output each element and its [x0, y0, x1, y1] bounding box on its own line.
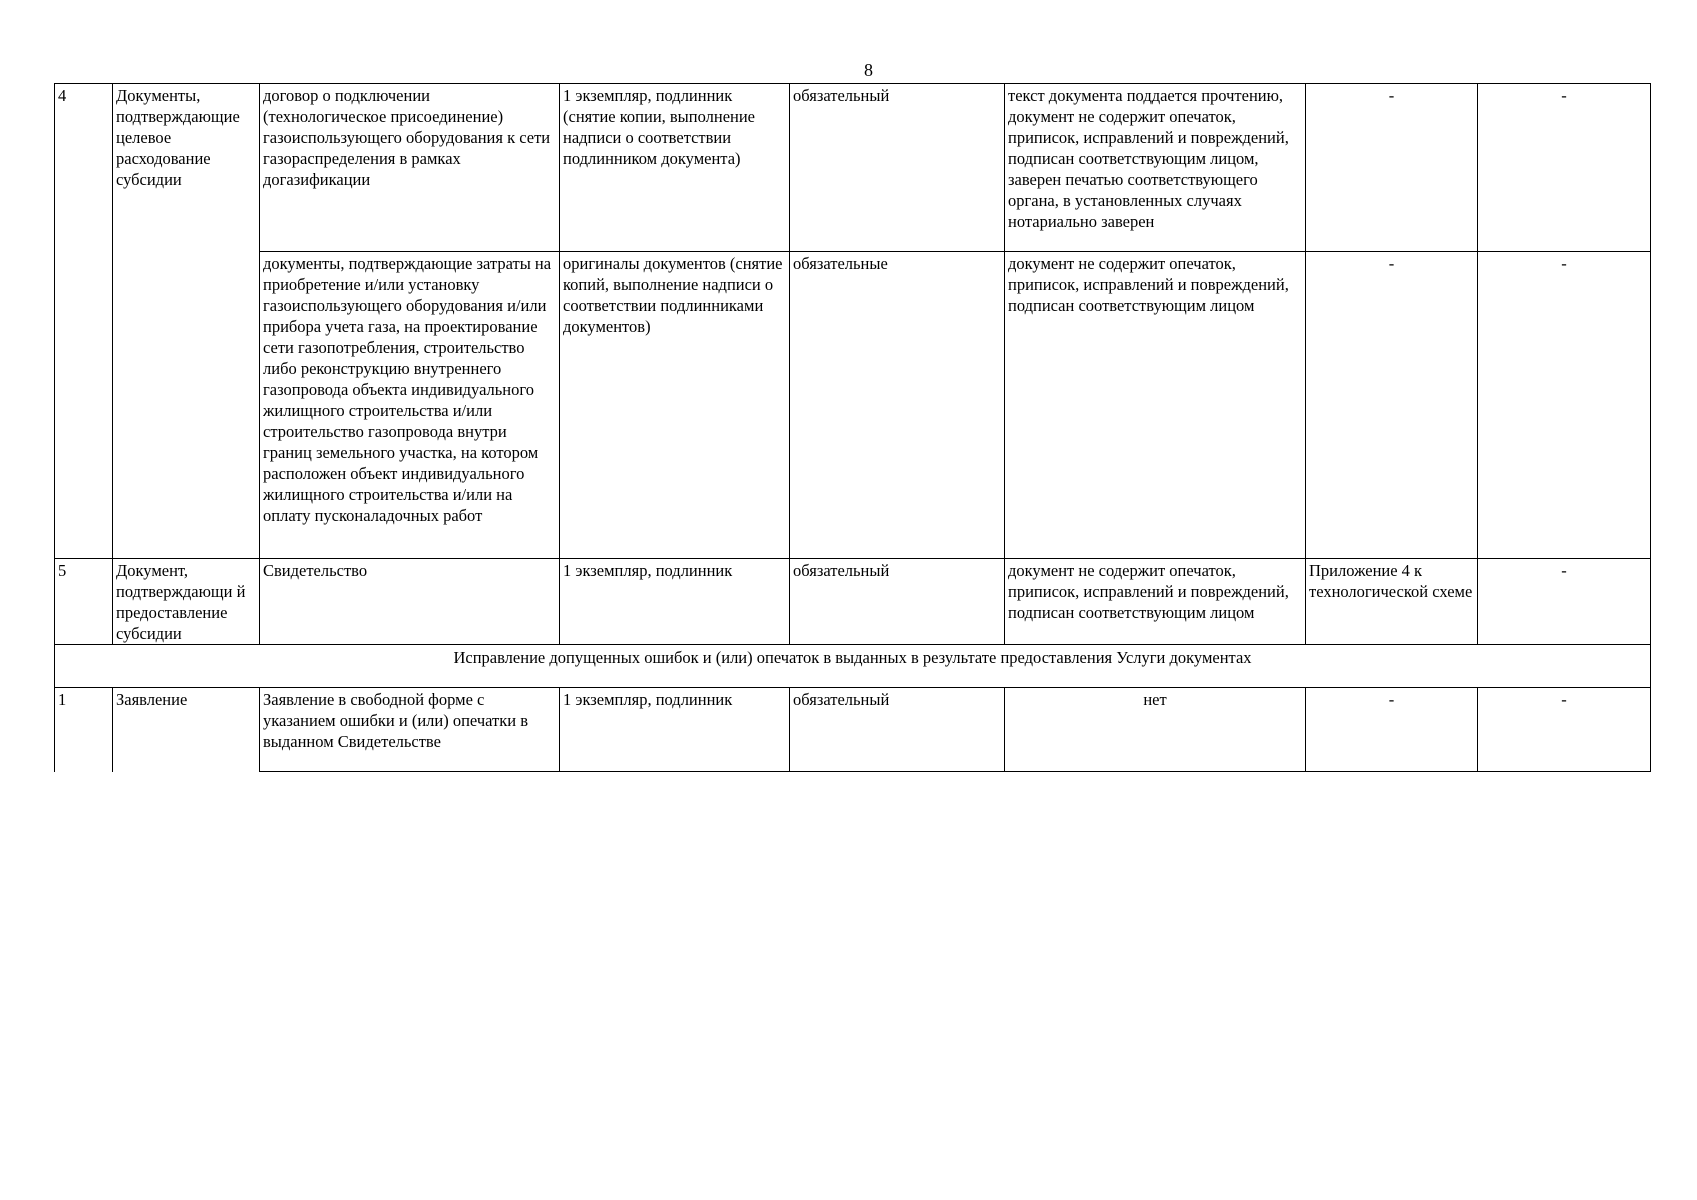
table-row	[55, 559, 1651, 645]
document-form: -	[1306, 252, 1478, 559]
document-category: Заявление	[113, 688, 260, 772]
document-sample: -	[1478, 559, 1651, 645]
row-number: 5	[55, 559, 113, 645]
document-quantity: 1 экземпляр, подлинник	[560, 688, 790, 772]
row-number: 1	[55, 688, 113, 772]
document-conditions: текст документа поддается прочтению, документ не содержит опечаток, приписок, исправлений и повреждений, подписан соответствующим лицом, заверен печатью соответствующего органа, в установленных случаях нотариально заверен	[1005, 84, 1306, 252]
document-quantity: оригиналы документов (снятие копий, выполнение надписи о соответствии подлинниками документов)	[560, 252, 790, 559]
document-sample: -	[1478, 84, 1651, 252]
document-sample: -	[1478, 252, 1651, 559]
document-form: -	[1306, 688, 1478, 772]
document-form: Приложение 4 к технологической схеме	[1306, 559, 1478, 645]
table-row	[55, 688, 1651, 772]
document-quantity: 1 экземпляр, подлинник (снятие копии, выполнение надписи о соответствии подлинником документа)	[560, 84, 790, 252]
document-conditions: нет	[1005, 688, 1306, 772]
page-number: 8	[864, 60, 873, 80]
document-name: договор о подключении (технологическое присоединение) газоиспользующего оборудования к сети газораспределения в рамках догазификации	[260, 84, 560, 252]
document-category: Документы, подтверждающие целевое расходование субсидии	[113, 84, 260, 559]
document-category: Документ, подтверждающи й предоставление субсидии	[113, 559, 260, 645]
document-quantity: 1 экземпляр, подлинник	[560, 559, 790, 645]
document-name: документы, подтверждающие затраты на приобретение и/или установку газоиспользующего оборудования и/или прибора учета газа, на проектирование сети газопотребления, строительство либо реконструкцию внутреннего газопровода объекта индивидуального жилищного строительства и/или строительство газопровода внутри границ земельного участка, на котором расположен объект индивидуального жилищного строительства и/или на оплату пусконаладочных работ	[260, 252, 560, 559]
document-requirement: обязательный	[790, 559, 1005, 645]
document-name: Заявление в свободной форме с указанием ошибки и (или) опечатки в выданном Свидетельстве	[260, 688, 560, 772]
row-number: 4	[55, 84, 113, 559]
document-conditions: документ не содержит опечаток, приписок, исправлений и повреждений, подписан соответствующим лицом	[1005, 252, 1306, 559]
document-form: -	[1306, 84, 1478, 252]
document-requirement: обязательный	[790, 84, 1005, 252]
table-row	[55, 252, 1651, 559]
document-requirement: обязательные	[790, 252, 1005, 559]
document-sample: -	[1478, 688, 1651, 772]
document-requirement: обязательный	[790, 688, 1005, 772]
document-conditions: документ не содержит опечаток, приписок, исправлений и повреждений, подписан соответствующим лицом	[1005, 559, 1306, 645]
table-row	[55, 84, 1651, 252]
section-title: Исправление допущенных ошибок и (или) опечаток в выданных в результате предоставления Услуги документах	[55, 645, 1651, 688]
documents-table	[54, 83, 1651, 772]
document-name: Свидетельство	[260, 559, 560, 645]
section-header-row	[55, 645, 1651, 688]
